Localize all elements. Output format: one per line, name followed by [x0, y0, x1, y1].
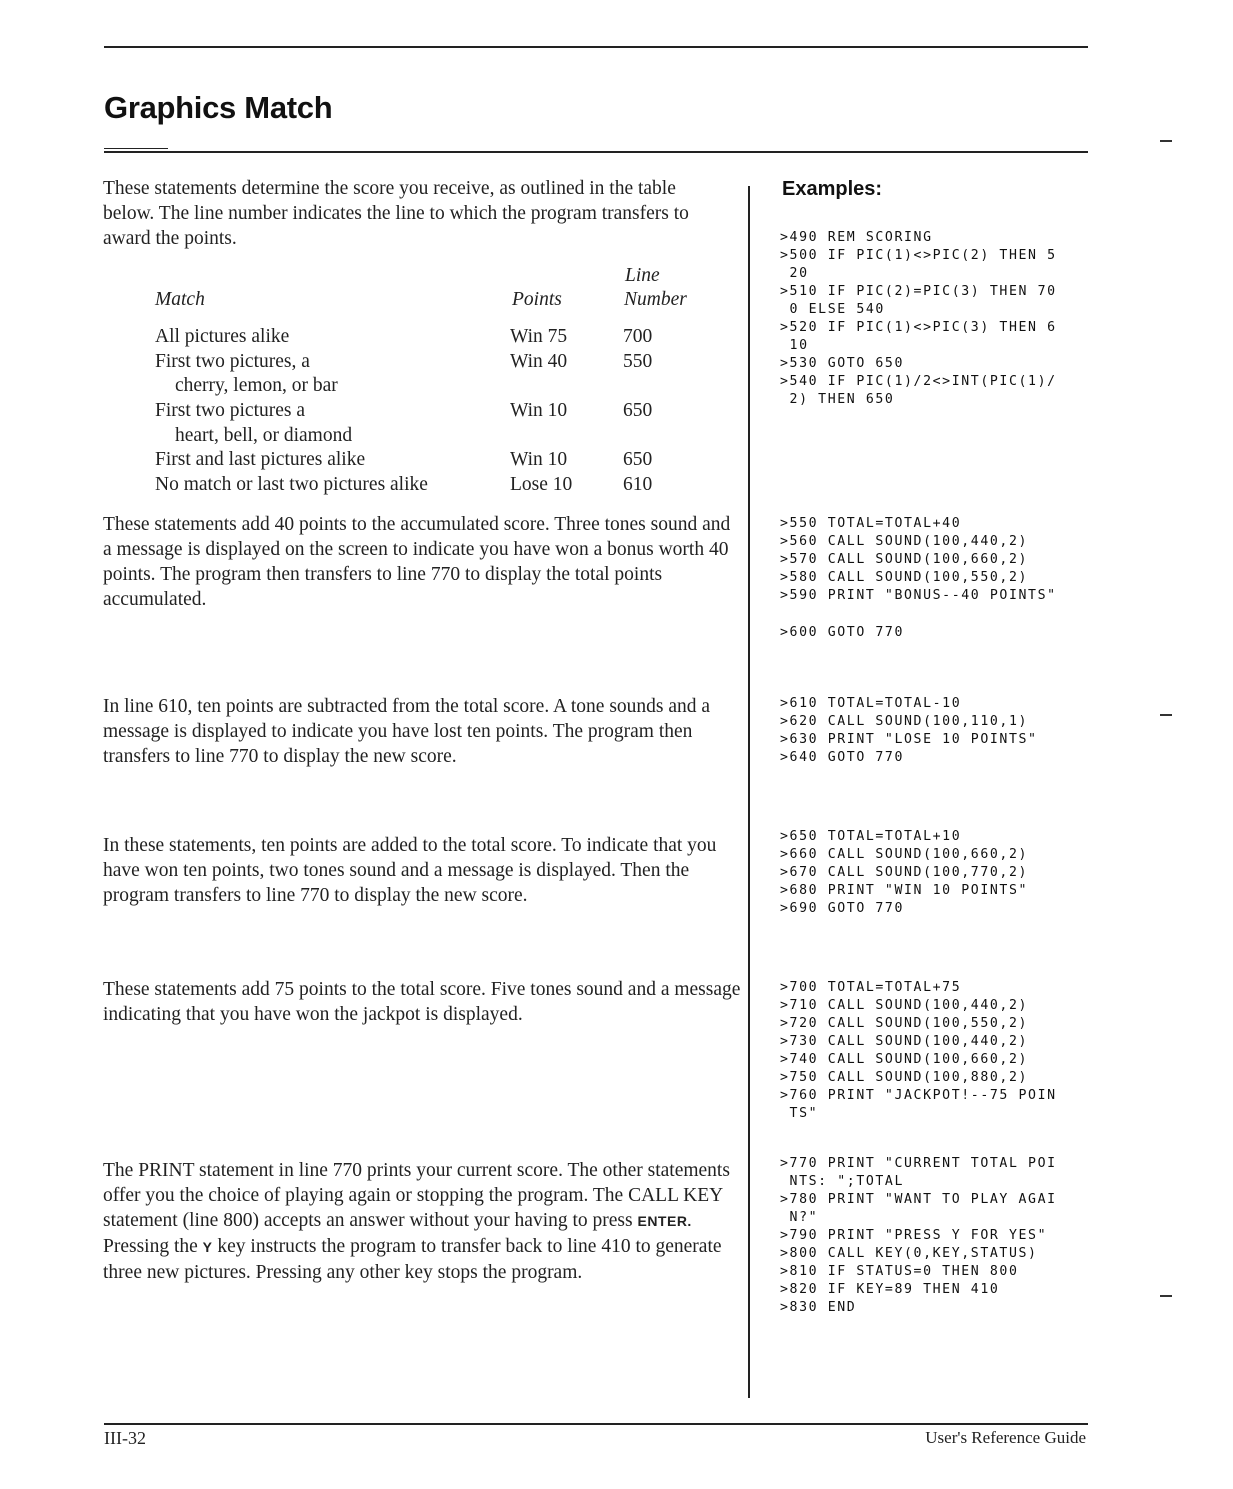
table-row-1-match: All pictures alike [155, 326, 290, 347]
column-divider [748, 186, 750, 1398]
intro-paragraph: These statements determine the score you receive, as outlined in the table below. The line number indicates the line to which the program transfers to award the points. [103, 178, 689, 249]
table-row-2-points: Win 40 [510, 351, 568, 372]
table-row-5-points: Lose 10 [510, 474, 573, 495]
margin-tick-middle [1160, 714, 1172, 716]
top-rule [104, 46, 1088, 48]
title-underline-accent [104, 148, 168, 149]
table-row-4-line: 650 [623, 449, 653, 470]
table-header-match: Match [155, 289, 205, 310]
table-row-4-match: First and last pictures alike [155, 449, 366, 470]
code-scoring: >490 REM SCORING >500 IF PIC(1)<>PIC(2) THEN 5 20 >510 IF PIC(2)=PIC(3) THEN 70 0 ELSE 540 >520 IF PIC(1)<>PIC(3) THEN 6 10 >530 GOTO 650 >540 IF PIC(1)/2<>INT(PIC(1)/ 2) THEN 650 [780, 230, 1057, 407]
table-row-5-match: No match or last two pictures alike [155, 474, 428, 495]
margin-tick-top [1160, 140, 1172, 142]
table-row-1-line: 700 [623, 326, 653, 347]
table-row-3-match-sub: heart, bell, or diamond [175, 425, 353, 446]
final-text-3: key instructs the program to transfer back to line 410 to generate three new pictures. Pressing any other key stops the program. [103, 1236, 722, 1283]
table-row-5-line: 610 [623, 474, 653, 495]
table-row-2-match: First two pictures, a [155, 351, 310, 372]
code-bonus: >550 TOTAL=TOTAL+40 >560 CALL SOUND(100,440,2) >570 CALL SOUND(100,660,2) >580 CALL SOUND(100,550,2) >590 PRINT "BONUS--40 POINTS" [780, 516, 1057, 603]
win10-paragraph: In these statements, ten points are added to the total score. To indicate that you have won ten points, two tones sound and a message is displayed. Then the program transfers to line 770 to display the new score. [103, 835, 717, 906]
table-row-3-match: First two pictures a [155, 400, 306, 421]
table-row-2-match-sub: cherry, lemon, or bar [175, 375, 338, 396]
enter-key-label: ENTER. [637, 1213, 692, 1229]
guide-name: User's Reference Guide [925, 1428, 1086, 1447]
code-jackpot: >700 TOTAL=TOTAL+75 >710 CALL SOUND(100,440,2) >720 CALL SOUND(100,550,2) >730 CALL SOUND(100,440,2) >740 CALL SOUND(100,660,2) >750 CALL SOUND(100,880,2) >760 PRINT "JACKPOT!--75 POIN TS" [780, 980, 1057, 1121]
bonus-paragraph: These statements add 40 points to the accumulated score. Three tones sound and a message is displayed on the screen to indicate you have won a bonus worth 40 points. The program then transfers to line 770 to display the total points accumulated. [103, 514, 731, 610]
table-header-points: Points [512, 289, 562, 310]
final-text-1: The PRINT statement in line 770 prints your current score. The other statements offer you the choice of playing again or stopping the program. The CALL KEY statement (line 800) accepts an answer without your having to press [103, 1160, 730, 1231]
footer-rule [104, 1423, 1088, 1425]
table-header-line-top: Line [625, 265, 660, 286]
table-row-3-points: Win 10 [510, 400, 568, 421]
code-goto770: >600 GOTO 770 [780, 625, 905, 640]
table-row-1-points: Win 75 [510, 326, 568, 347]
code-win10: >650 TOTAL=TOTAL+10 >660 CALL SOUND(100,660,2) >670 CALL SOUND(100,770,2) >680 PRINT "WIN 10 POINTS" >690 GOTO 770 [780, 829, 1029, 916]
page-title: Graphics Match [104, 90, 333, 125]
table-row-3-line: 650 [623, 400, 653, 421]
code-lose: >610 TOTAL=TOTAL-10 >620 CALL SOUND(100,110,1) >630 PRINT "LOSE 10 POINTS" >640 GOTO 770 [780, 696, 1038, 765]
table-row-4-points: Win 10 [510, 449, 568, 470]
jackpot-paragraph: These statements add 75 points to the total score. Five tones sound and a message indicating that you have won the jackpot is displayed. [103, 979, 741, 1025]
lose-paragraph: In line 610, ten points are subtracted from the total score. A tone sounds and a message is displayed to indicate you have lost ten points. The program then transfers to line 770 to display the new score. [103, 696, 711, 767]
final-paragraph [103, 1158, 733, 1285]
table-row-2-line: 550 [623, 351, 653, 372]
code-final: >770 PRINT "CURRENT TOTAL POI NTS: ";TOTAL >780 PRINT "WANT TO PLAY AGAI N?" >790 PRINT "PRESS Y FOR YES" >800 CALL KEY(0,KEY,STATUS) >810 IF STATUS=0 THEN 800 >820 IF KEY=89 THEN 410 >830 END [780, 1156, 1057, 1315]
title-underline-rule [104, 151, 1088, 153]
final-text-2: Pressing the [103, 1236, 203, 1257]
margin-tick-bottom [1160, 1295, 1172, 1297]
table-header-line-bottom: Number [624, 289, 687, 310]
page-number: III-32 [104, 1428, 146, 1448]
examples-heading: Examples: [782, 178, 883, 200]
y-key-label: Y [202, 1239, 213, 1255]
